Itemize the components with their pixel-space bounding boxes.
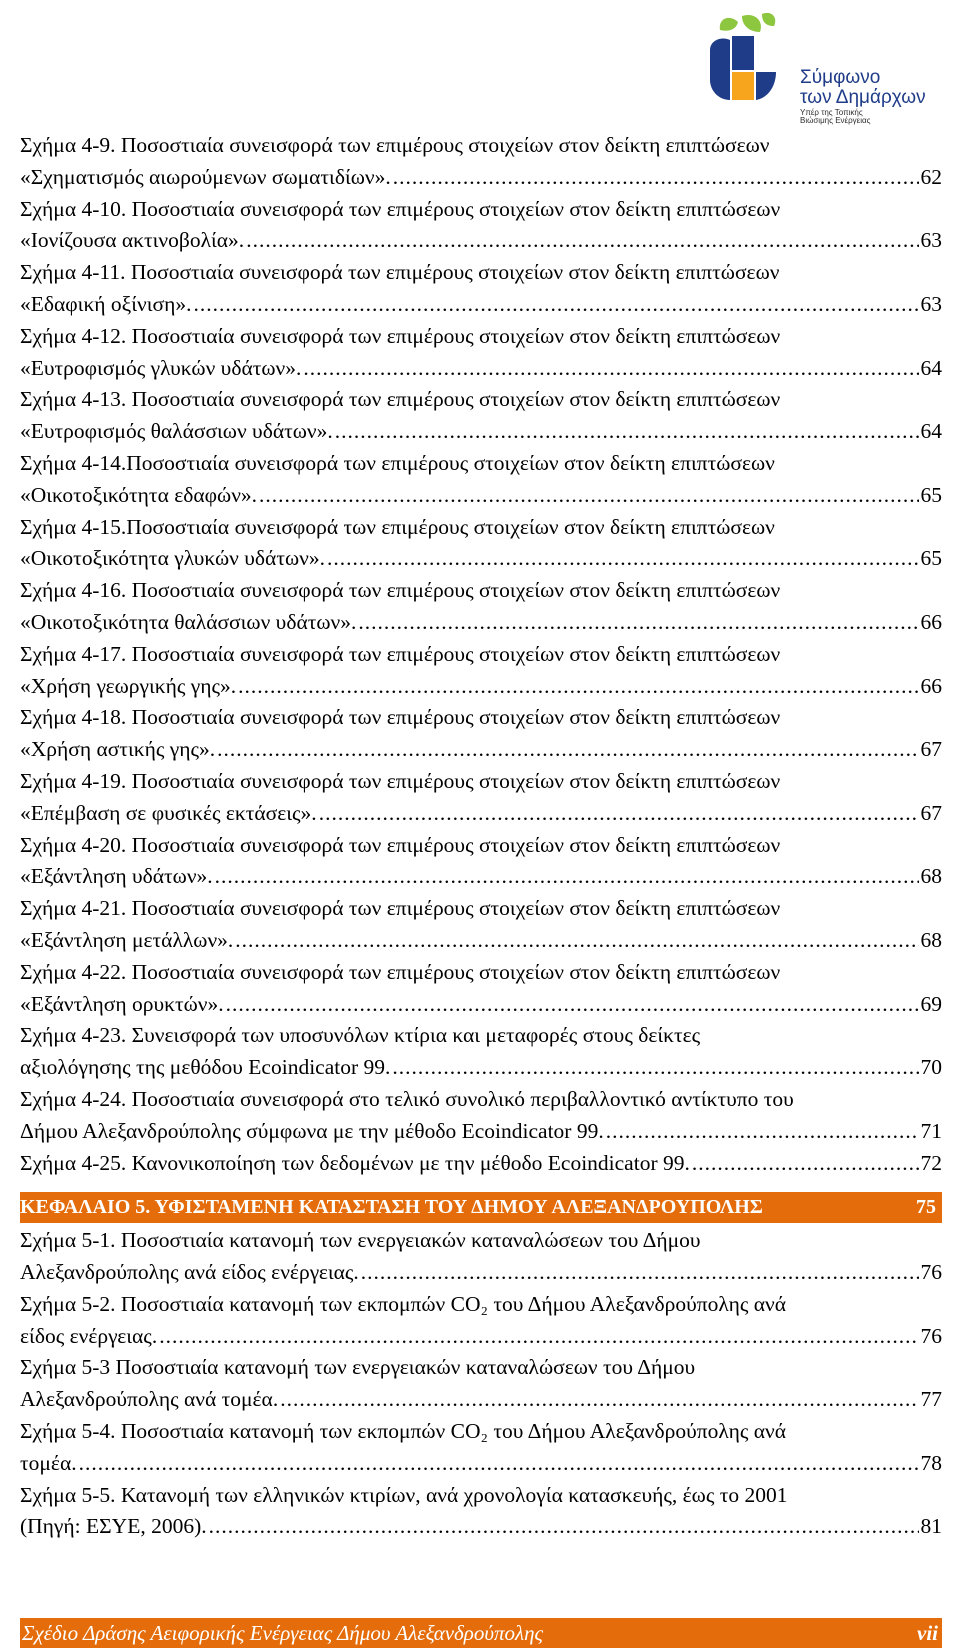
toc-entry-text: «Χρήση γεωργικής γης».	[20, 673, 237, 698]
dot-leader	[392, 1052, 918, 1084]
toc-entry-line	[20, 1148, 942, 1180]
toc-entry-page: 64	[920, 355, 942, 380]
toc-entry-first-line: Σχήμα 5-3 Ποσοστιαία κατανομή των ενεργειακών καταναλώσεων του Δήμου	[20, 1355, 696, 1380]
toc-entry-page: 69	[920, 991, 942, 1016]
toc-entry-first-line: Σχήμα 4-19. Ποσοστιαία συνεισφορά των επιμέρους στοιχείων στον δείκτη επιπτώσεων	[20, 768, 781, 793]
dot-leader	[606, 1116, 919, 1148]
logo-line-3: Υπέρ της Τοπικής	[800, 108, 863, 117]
toc-entry-first-line: Σχήμα 4-24. Ποσοστιαία συνεισφορά στο τελικό συνολικό περιβαλλοντικό αντίκτυπο του	[20, 1086, 794, 1111]
toc-entry-text: «Εξάντληση υδάτων».	[20, 864, 213, 889]
toc-entry[interactable]	[20, 257, 942, 321]
toc-entry-line	[20, 989, 942, 1021]
toc-entry-first-line: Σχήμα 4-13. Ποσοστιαία συνεισφορά των επιμέρους στοιχείων στον δείκτη επιπτώσεων	[20, 387, 781, 412]
toc-entry[interactable]	[20, 1148, 942, 1180]
toc-entry[interactable]	[20, 194, 942, 258]
chapter-heading[interactable]	[20, 1192, 942, 1223]
dot-leader	[259, 480, 918, 512]
toc-entry-page: 66	[920, 673, 942, 698]
toc-entry-line	[20, 1321, 942, 1353]
dot-leader	[209, 1511, 919, 1543]
toc-entry[interactable]	[20, 639, 942, 703]
dot-leader	[335, 416, 919, 448]
dot-leader	[319, 798, 919, 830]
toc-entry-page: 72	[920, 1150, 942, 1175]
toc-entry-page: 76	[920, 1323, 942, 1348]
toc-entry-line	[20, 1257, 942, 1289]
toc-entry-line	[20, 734, 942, 766]
dot-leader	[303, 353, 918, 385]
toc-entry-line	[20, 1448, 942, 1480]
dot-leader	[217, 734, 918, 766]
toc-entry-first-line: Σχήμα 5-1. Ποσοστιαία κατανομή των ενεργειακών καταναλώσεων του Δήμου	[20, 1228, 701, 1253]
toc-entry-first-line: Σχήμα 4-18. Ποσοστιαία συνεισφορά των επιμέρους στοιχείων στον δείκτη επιπτώσεων	[20, 705, 781, 730]
toc-entry-page: 64	[920, 419, 942, 444]
toc-entry-text: «Εδαφική οξίνιση».	[20, 291, 192, 316]
page-number: vii	[917, 1621, 938, 1645]
logo-line-1: Σύμφωνο	[800, 67, 881, 88]
chapter-page: 75	[916, 1196, 936, 1219]
toc-entry-first-line: Σχήμα 4-17. Ποσοστιαία συνεισφορά των επιμέρους στοιχείων στον δείκτη επιπτώσεων	[20, 641, 781, 666]
toc-entry-page: 65	[920, 546, 942, 571]
toc-entry-page: 62	[920, 164, 942, 189]
toc-entry-text: «Ευτροφισμός γλυκών υδάτων».	[20, 355, 302, 380]
toc-entry-page: 77	[920, 1387, 942, 1412]
toc-group-chapter-5	[20, 1225, 942, 1543]
toc-entry-line	[20, 607, 942, 639]
toc-entry-text: Αλεξανδρούπολης ανά είδος ενέργειας.	[20, 1260, 359, 1285]
toc-entry-first-line: Σχήμα 4-16. Ποσοστιαία συνεισφορά των επιμέρους στοιχείων στον δείκτη επιπτώσεων	[20, 578, 781, 603]
toc-entry-line	[20, 1384, 942, 1416]
toc-entry[interactable]	[20, 893, 942, 957]
toc-entry-text: αξιολόγησης της μεθόδου Ecoindicator 99.	[20, 1055, 391, 1080]
toc-entry-page: 81	[920, 1514, 942, 1539]
toc-entry-page: 68	[920, 927, 942, 952]
toc-entry-first-line: Σχήμα 5-4. Ποσοστιαία κατανομή των εκπομπών CO₂ του Δήμου Αλεξανδρούπολης ανά	[20, 1419, 786, 1444]
dot-leader	[79, 1448, 919, 1480]
toc-entry-page: 68	[920, 864, 942, 889]
toc-entry-first-line: Σχήμα 5-5. Κατανομή των ελληνικών κτιρίων, ανά χρονολογία κατασκευής, έως το 2001	[20, 1482, 788, 1507]
toc-entry-page: 78	[920, 1450, 942, 1475]
toc-entry-text: «Ιονίζουσα ακτινοβολία».	[20, 228, 245, 253]
toc-entry-line	[20, 861, 942, 893]
dot-leader	[358, 607, 918, 639]
toc-entry-page: 71	[920, 1118, 942, 1143]
toc-entry-line	[20, 1052, 942, 1084]
table-of-figures	[20, 130, 942, 1543]
toc-entry-first-line: Σχήμα 4-9. Ποσοστιαία συνεισφορά των επιμέρους στοιχείων στον δείκτη επιπτώσεων	[20, 133, 770, 157]
toc-entry[interactable]	[20, 1084, 942, 1148]
toc-entry-line	[20, 798, 942, 830]
toc-entry-page: 66	[920, 609, 942, 634]
toc-entry-line	[20, 162, 942, 194]
toc-entry-line	[20, 543, 942, 575]
dot-leader	[215, 861, 919, 893]
toc-entry[interactable]	[20, 384, 942, 448]
toc-entry-text: «Οικοτοξικότητα γλυκών υδάτων».	[20, 546, 325, 571]
toc-entry[interactable]	[20, 130, 942, 194]
toc-entry-first-line: Σχήμα 5-2. Ποσοστιαία κατανομή των εκπομπών CO₂ του Δήμου Αλεξανδρούπολης ανά	[20, 1291, 786, 1316]
toc-entry-text: «Σχηματισμός αιωρούμενων σωματιδίων».	[20, 164, 391, 189]
toc-entry[interactable]	[20, 448, 942, 512]
toc-entry-first-line: Σχήμα 4-11. Ποσοστιαία συνεισφορά των επιμέρους στοιχείων στον δείκτη επιπτώσεων	[20, 260, 780, 285]
toc-entry-first-line: Σχήμα 4-15.Ποσοστιαία συνεισφορά των επιμέρους στοιχείων στον δείκτη επιπτώσεων	[20, 514, 775, 539]
toc-entry-first-line: Σχήμα 4-14.Ποσοστιαία συνεισφορά των επιμέρους στοιχείων στον δείκτη επιπτώσεων	[20, 450, 775, 475]
chapter-title: ΚΕΦΑΛΑΙΟ 5. ΥΦΙΣΤΑΜΕΝΗ ΚΑΤΑΣΤΑΣΗ ΤΟΥ ΔΗΜΟΥ ΑΛΕΞΑΝΔΡΟΥΠΟΛΗΣ	[20, 1196, 763, 1219]
toc-entry-text: Αλεξανδρούπολης ανά τομέα.	[20, 1387, 279, 1412]
toc-entry-line	[20, 1116, 942, 1148]
toc-entry-first-line: Σχήμα 4-21. Ποσοστιαία συνεισφορά των επιμέρους στοιχείων στον δείκτη επιπτώσεων	[20, 896, 781, 921]
toc-entry[interactable]	[20, 512, 942, 576]
toc-entry-line	[20, 353, 942, 385]
toc-entry-page: 65	[920, 482, 942, 507]
toc-entry-line	[20, 480, 942, 512]
toc-entry[interactable]	[20, 1289, 942, 1353]
toc-entry-text: (Πηγή: ΕΣΥΕ, 2006).	[20, 1514, 207, 1539]
toc-entry-line	[20, 925, 942, 957]
dot-leader	[361, 1257, 919, 1289]
toc-entry-line	[20, 416, 942, 448]
toc-entry-line	[20, 671, 942, 703]
toc-entry[interactable]	[20, 830, 942, 894]
toc-entry-line	[20, 225, 942, 257]
toc-entry[interactable]	[20, 575, 942, 639]
dot-leader	[235, 925, 918, 957]
toc-entry-first-line: Σχήμα 4-12. Ποσοστιαία συνεισφορά των επιμέρους στοιχείων στον δείκτη επιπτώσεων	[20, 323, 781, 348]
dot-leader	[692, 1148, 919, 1180]
covenant-of-mayors-logo	[732, 8, 944, 126]
dot-leader	[194, 289, 919, 321]
toc-entry[interactable]	[20, 1020, 942, 1084]
toc-entry[interactable]	[20, 766, 942, 830]
toc-entry-page: 67	[920, 737, 942, 762]
toc-entry[interactable]	[20, 1416, 942, 1480]
toc-entry-text: Δήμου Αλεξανδρούπολης σύμφωνα με την μέθοδο Ecoindicator 99.	[20, 1118, 604, 1143]
footer-title: Σχέδιο Δράσης Αειφορικής Ενέργειας Δήμου Αλεξανδρούπολης	[22, 1621, 544, 1645]
dot-leader	[327, 543, 919, 575]
toc-entry[interactable]	[20, 1225, 942, 1289]
toc-entry-first-line: Σχήμα 4-23. Συνεισφορά των υποσυνόλων κτίρια και μεταφορές στους δείκτες	[20, 1023, 701, 1048]
toc-entry-text: τομέα.	[20, 1450, 77, 1475]
logo-line-4: Βιώσιμης Ενέργειας	[800, 116, 871, 125]
toc-entry-text: «Οικοτοξικότητα θαλάσσιων υδάτων».	[20, 609, 357, 634]
toc-entry-first-line: Σχήμα 4-22. Ποσοστιαία συνεισφορά των επιμέρους στοιχείων στον δείκτη επιπτώσεων	[20, 959, 781, 984]
toc-entry[interactable]	[20, 702, 942, 766]
toc-entry-text: «Εξάντληση ορυκτών».	[20, 991, 224, 1016]
toc-entry[interactable]	[20, 321, 942, 385]
logo-mark-icon	[702, 10, 782, 110]
toc-entry-text: είδος ενέργειας.	[20, 1323, 158, 1348]
toc-entry-text: «Εξάντληση μετάλλων».	[20, 927, 234, 952]
toc-entry-page: 63	[920, 291, 942, 316]
toc-entry[interactable]	[20, 1480, 942, 1544]
dot-leader	[238, 671, 918, 703]
toc-entry-text: «Επέμβαση σε φυσικές εκτάσεις».	[20, 800, 317, 825]
toc-entry-text: «Χρήση αστικής γης».	[20, 737, 216, 762]
toc-entry-page: 63	[920, 228, 942, 253]
toc-entry-line	[20, 289, 942, 321]
dot-leader	[159, 1321, 918, 1353]
toc-entry-text: «Οικοτοξικότητα εδαφών».	[20, 482, 258, 507]
toc-entry-first-line: Σχήμα 4-10. Ποσοστιαία συνεισφορά των επιμέρους στοιχείων στον δείκτη επιπτώσεων	[20, 196, 781, 221]
toc-entry-text: «Ευτροφισμός θαλάσσιων υδάτων».	[20, 419, 333, 444]
toc-entry-page: 76	[920, 1260, 942, 1285]
dot-leader	[280, 1384, 918, 1416]
logo-line-2: των Δημάρχων	[800, 87, 926, 108]
dot-leader	[393, 162, 919, 194]
toc-entry[interactable]	[20, 957, 942, 1021]
dot-leader	[226, 989, 919, 1021]
page-footer	[20, 1618, 942, 1648]
toc-entry-first-line: Σχήμα 4-20. Ποσοστιαία συνεισφορά των επιμέρους στοιχείων στον δείκτη επιπτώσεων	[20, 832, 781, 857]
toc-entry-page: 67	[920, 800, 942, 825]
toc-entry-page: 70	[920, 1055, 942, 1080]
toc-entry[interactable]	[20, 1352, 942, 1416]
toc-entry-line	[20, 1511, 942, 1543]
dot-leader	[246, 225, 918, 257]
toc-group-chapter-4	[20, 130, 942, 1148]
toc-entry-text: Σχήμα 4-25. Κανονικοποίηση των δεδομένων με την μέθοδο Ecoindicator 99.	[20, 1150, 690, 1175]
